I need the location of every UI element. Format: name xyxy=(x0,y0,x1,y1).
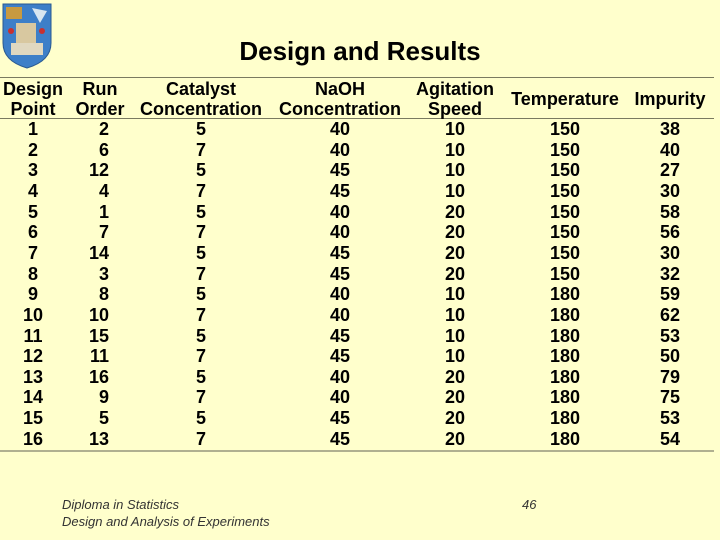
column-header-line2: Speed xyxy=(427,99,483,119)
table-cell: 45 xyxy=(329,160,351,181)
table-cell: 15 xyxy=(22,408,44,429)
table-cell: 180 xyxy=(549,408,581,429)
table-cell: 10 xyxy=(444,119,466,139)
table-cell: 1 xyxy=(27,119,38,139)
table-cell: 10 xyxy=(444,180,466,201)
table-cell: 150 xyxy=(549,201,581,222)
table-cell: 10 xyxy=(88,304,109,325)
table-cell: 7 xyxy=(98,222,109,243)
column-header xyxy=(600,89,720,109)
table-cell: 11 xyxy=(23,325,43,346)
table-cell: 54 xyxy=(659,428,681,449)
table-cell: 7 xyxy=(195,139,206,160)
table-cell: 7 xyxy=(195,387,206,408)
table-cell: 20 xyxy=(444,428,466,449)
table-cell: 7 xyxy=(195,428,206,449)
table-cell: 150 xyxy=(549,160,581,181)
table-cell: 32 xyxy=(659,263,681,284)
table-cell: 5 xyxy=(27,201,38,222)
page-number: 46 xyxy=(522,497,537,512)
table-cell: 150 xyxy=(549,263,581,284)
table-cell: 40 xyxy=(659,139,681,160)
column-header-line2: Point xyxy=(10,99,56,119)
table-cell: 15 xyxy=(88,325,109,346)
column-header-line2: Concentration xyxy=(278,99,401,119)
table-cell: 30 xyxy=(659,180,681,201)
table-cell: 16 xyxy=(88,366,109,387)
table-cell: 40 xyxy=(329,284,351,305)
table-cell: 180 xyxy=(549,325,581,346)
table-cell: 20 xyxy=(444,222,466,243)
column-header-line1: Run xyxy=(82,79,118,99)
table-cell: 53 xyxy=(659,408,681,429)
table-cell: 10 xyxy=(22,304,44,325)
table-cell: 180 xyxy=(549,284,581,305)
table-cell: 20 xyxy=(444,201,466,222)
table-cell: 58 xyxy=(659,201,681,222)
column-header-line1: Temperature xyxy=(511,89,619,109)
table-cell: 38 xyxy=(659,119,681,139)
table-cell: 11 xyxy=(89,346,109,367)
table-cell: 180 xyxy=(549,366,581,387)
table-top-rule xyxy=(0,77,714,78)
table-cell: 16 xyxy=(22,428,44,449)
table-cell: 40 xyxy=(329,304,351,325)
table-cell: 50 xyxy=(659,346,681,367)
table-cell: 7 xyxy=(195,222,206,243)
table-cell: 45 xyxy=(329,263,351,284)
table-cell: 20 xyxy=(444,408,466,429)
table-cell: 53 xyxy=(659,325,681,346)
table-cell: 2 xyxy=(27,139,38,160)
table-cell: 45 xyxy=(329,346,351,367)
table-cell: 10 xyxy=(444,325,466,346)
table-cell: 150 xyxy=(549,242,581,263)
footer-course xyxy=(62,496,270,530)
table-cell: 40 xyxy=(329,387,351,408)
table-cell: 180 xyxy=(549,387,581,408)
table-cell: 12 xyxy=(88,160,109,181)
table-cell: 20 xyxy=(444,242,466,263)
table-cell: 59 xyxy=(659,284,681,305)
table-cell: 14 xyxy=(22,387,44,408)
table-cell: 7 xyxy=(195,263,206,284)
table-cell: 56 xyxy=(659,222,681,243)
column-header-line1: NaOH xyxy=(314,79,365,99)
table-cell: 6 xyxy=(98,139,109,160)
column-header xyxy=(131,79,271,119)
table-cell: 7 xyxy=(27,242,38,263)
table-cell: 150 xyxy=(549,139,581,160)
table-cell: 75 xyxy=(659,387,681,408)
table-cell: 13 xyxy=(88,428,109,449)
column-header-line1: Impurity xyxy=(634,89,706,109)
table-cell: 40 xyxy=(329,119,351,139)
table-cell: 5 xyxy=(98,408,109,429)
table-bottom-rule xyxy=(0,450,714,452)
table-cell: 5 xyxy=(195,201,206,222)
table-cell: 9 xyxy=(27,284,38,305)
table-cell: 40 xyxy=(329,201,351,222)
table-cell: 10 xyxy=(444,160,466,181)
table-cell: 6 xyxy=(27,222,38,243)
column-header-line1: Agitation xyxy=(416,79,494,99)
table-cell: 45 xyxy=(329,325,351,346)
table-cell: 8 xyxy=(27,263,38,284)
column-header-line2: Order xyxy=(75,99,125,119)
table-cell: 150 xyxy=(549,119,581,139)
table-cell: 62 xyxy=(659,304,681,325)
table-cell: 14 xyxy=(88,242,109,263)
table-cell: 20 xyxy=(444,387,466,408)
column-header-line1: Catalyst xyxy=(165,79,237,99)
table-cell: 79 xyxy=(659,366,681,387)
table-cell: 45 xyxy=(329,408,351,429)
table-cell: 7 xyxy=(195,346,206,367)
table-cell: 180 xyxy=(549,304,581,325)
table-cell: 5 xyxy=(195,366,206,387)
table-cell: 4 xyxy=(27,180,38,201)
table-cell: 2 xyxy=(98,119,109,139)
table-cell: 40 xyxy=(329,366,351,387)
table-cell: 40 xyxy=(329,139,351,160)
table-cell: 10 xyxy=(444,139,466,160)
table-cell: 7 xyxy=(195,304,206,325)
table-cell: 150 xyxy=(549,180,581,201)
table-cell: 20 xyxy=(444,263,466,284)
table-cell: 5 xyxy=(195,242,206,263)
table-cell: 20 xyxy=(444,366,466,387)
footer-line-1: Diploma in Statistics xyxy=(62,497,180,512)
table-cell: 1 xyxy=(98,201,109,222)
table-cell: 5 xyxy=(195,408,206,429)
table-cell: 45 xyxy=(329,180,351,201)
table-cell: 10 xyxy=(444,346,466,367)
table-cell: 5 xyxy=(195,119,206,139)
table-cell: 180 xyxy=(549,428,581,449)
table-cell: 12 xyxy=(22,346,44,367)
footer-line-2: Design and Analysis of Experiments xyxy=(62,514,270,529)
table-cell: 180 xyxy=(549,346,581,367)
column-header-line2: Concentration xyxy=(139,99,262,119)
column-header-line1: Design xyxy=(2,79,63,99)
table-cell: 45 xyxy=(329,428,351,449)
table-cell: 40 xyxy=(329,222,351,243)
table-cell: 5 xyxy=(195,160,206,181)
table-cell: 3 xyxy=(98,263,109,284)
table-cell: 5 xyxy=(195,325,206,346)
table-cell: 30 xyxy=(659,242,681,263)
slide-title xyxy=(0,36,720,67)
table-cell: 8 xyxy=(98,284,109,305)
table-cell: 13 xyxy=(22,366,44,387)
table-cell: 9 xyxy=(98,387,109,408)
table-cell: 4 xyxy=(98,180,109,201)
table-cell: 27 xyxy=(659,160,681,181)
table-cell: 5 xyxy=(195,284,206,305)
slide-title-text: Design and Results xyxy=(239,36,481,66)
table-cell: 10 xyxy=(444,284,466,305)
table-cell: 3 xyxy=(27,160,38,181)
table-cell: 7 xyxy=(195,180,206,201)
table-cell: 45 xyxy=(329,242,351,263)
table-cell: 150 xyxy=(549,222,581,243)
table-cell: 10 xyxy=(444,304,466,325)
